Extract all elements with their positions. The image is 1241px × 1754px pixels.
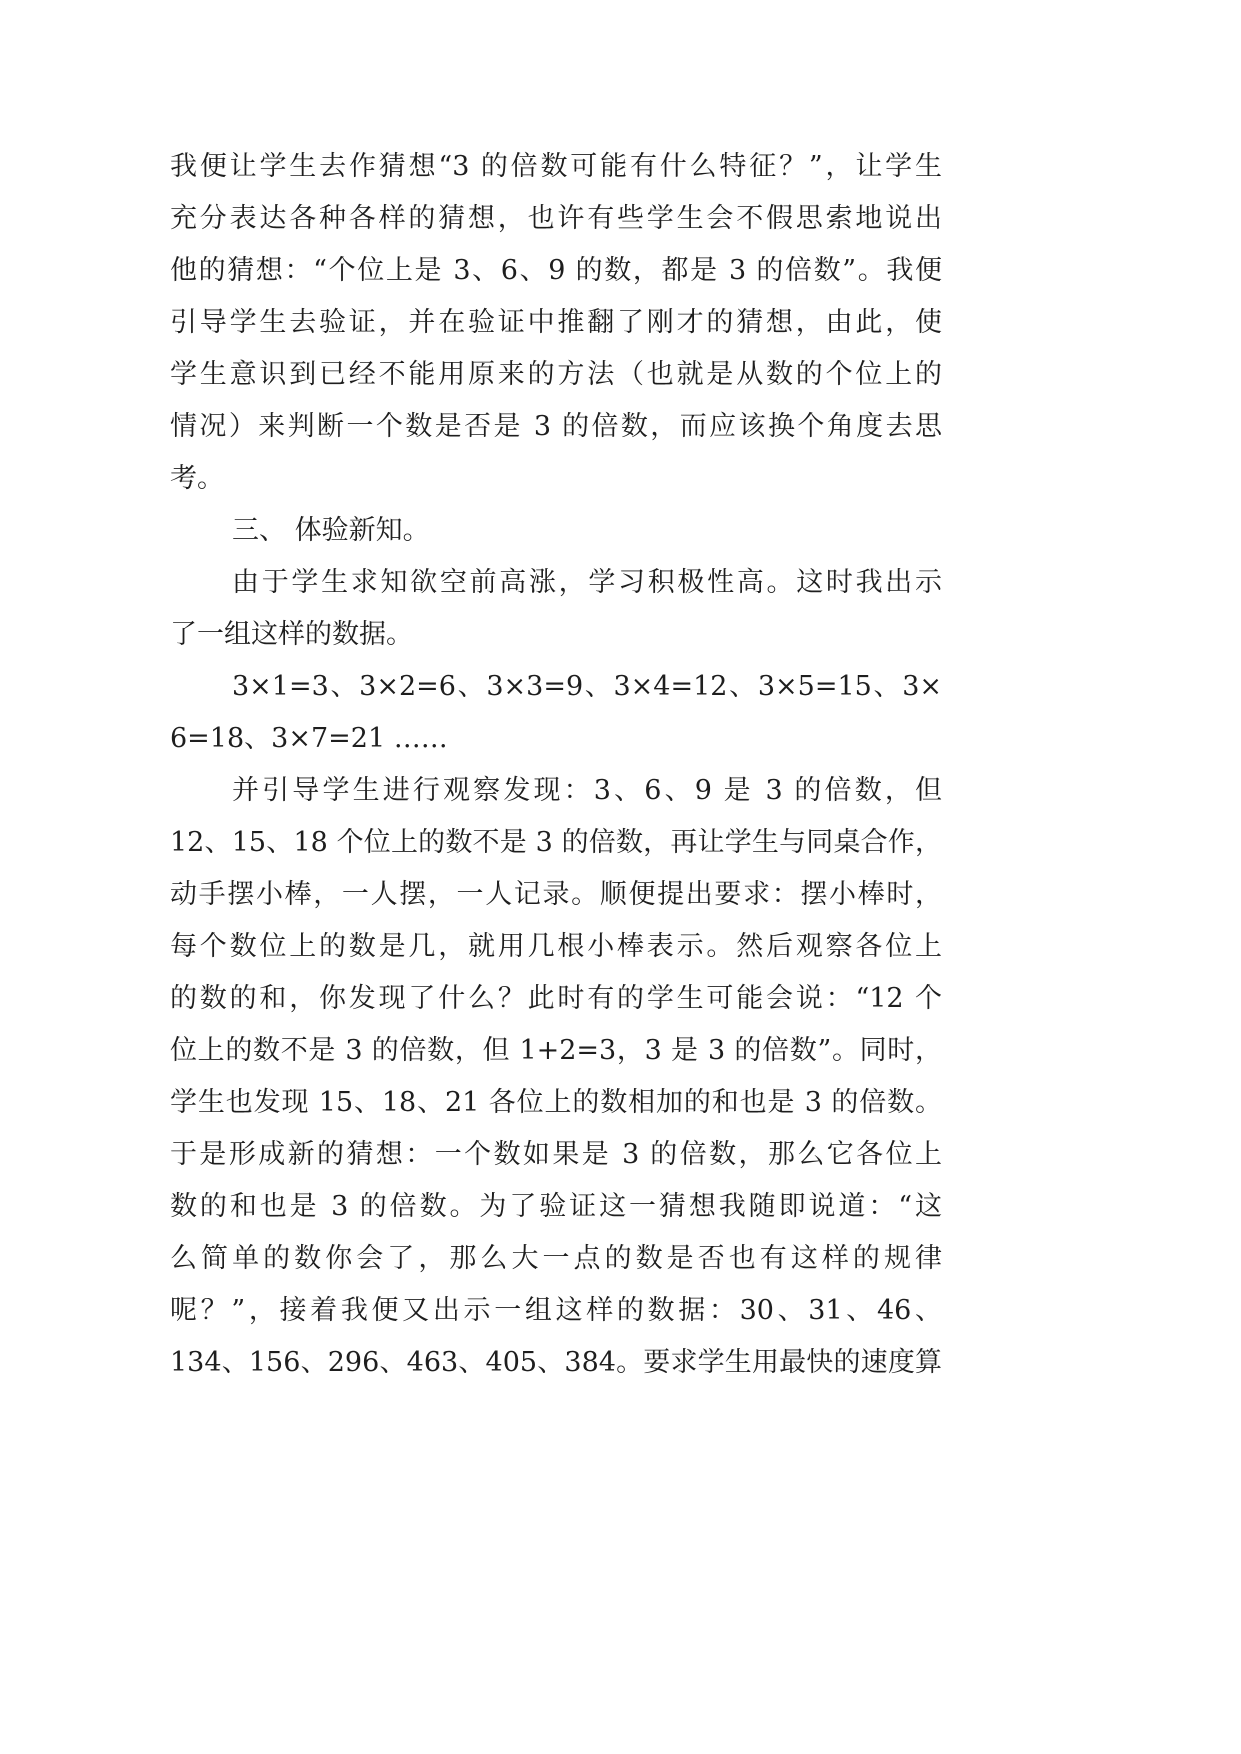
- text-line: 数的和也是 3 的倍数。为了验证这一猜想我随即说道：“这: [170, 1191, 942, 1222]
- text-line: 他的猜想：“个位上是 3、6、9 的数，都是 3 的倍数”。我便: [170, 255, 942, 286]
- text-line: 134、156、296、463、405、384。要求学生用最快的速度算: [170, 1347, 942, 1378]
- section-heading-text: 三、 体验新知。: [232, 515, 430, 546]
- equation-list: [170, 661, 942, 765]
- text-line: 12、15、18 个位上的数不是 3 的倍数，再让学生与同桌合作，: [170, 827, 942, 858]
- text-line: 充分表达各种各样的猜想，也许有些学生会不假思索地说出: [170, 203, 942, 234]
- paragraph: [170, 557, 942, 661]
- text-line: 每个数位上的数是几，就用几根小棒表示。然后观察各位上: [170, 931, 942, 962]
- text-line: 学生意识到已经不能用原来的方法（也就是从数的个位上的: [170, 359, 942, 390]
- paragraph: [170, 141, 942, 505]
- text-line: 引导学生去验证，并在验证中推翻了刚才的猜想，由此，使: [170, 307, 942, 338]
- section-heading: [170, 505, 942, 557]
- text-line: 考。: [170, 463, 224, 494]
- text-line: 的数的和，你发现了什么？此时有的学生可能会说：“12 个: [170, 983, 942, 1014]
- equation-line: 3×1=3、3×2=6、3×3=9、3×4=12、3×5=15、3×: [232, 671, 942, 702]
- equation-line: 6=18、3×7=21 ……: [170, 723, 448, 754]
- text-line: 由于学生求知欲空前高涨，学习积极性高。这时我出示: [232, 567, 942, 598]
- text-line: 并引导学生进行观察发现：3、6、9 是 3 的倍数，但: [232, 775, 942, 806]
- text-line: 学生也发现 15、18、21 各位上的数相加的和也是 3 的倍数。: [170, 1087, 942, 1118]
- text-line: 情况）来判断一个数是否是 3 的倍数，而应该换个角度去思: [170, 411, 942, 442]
- document-body: [170, 141, 942, 1389]
- text-line: 么简单的数你会了，那么大一点的数是否也有这样的规律: [170, 1243, 942, 1274]
- text-line: 于是形成新的猜想：一个数如果是 3 的倍数，那么它各位上: [170, 1139, 942, 1170]
- text-line: 呢？”，接着我便又出示一组这样的数据：30、31、46、: [170, 1295, 942, 1326]
- paragraph: [170, 765, 942, 1389]
- text-line: 位上的数不是 3 的倍数，但 1+2=3，3 是 3 的倍数”。同时，: [170, 1035, 942, 1066]
- text-line: 动手摆小棒，一人摆，一人记录。顺便提出要求：摆小棒时，: [170, 879, 942, 910]
- text-line: 我便让学生去作猜想“3 的倍数可能有什么特征？”，让学生: [170, 151, 942, 182]
- text-line: 了一组这样的数据。: [170, 619, 413, 650]
